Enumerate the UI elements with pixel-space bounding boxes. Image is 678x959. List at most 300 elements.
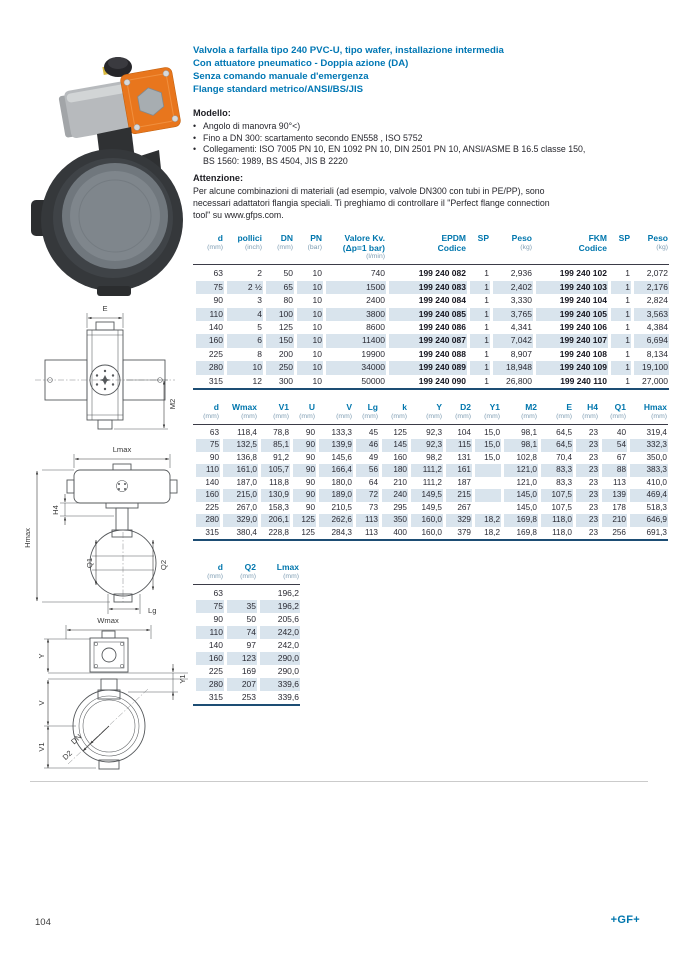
table-cell: 380,4 [220,527,258,541]
table-cell: 160 [193,489,220,502]
table-cell: 65 [263,281,294,294]
table-cell: 160,0 [408,527,443,541]
table-cell: 1 [625,268,630,279]
table-cell: 215 [443,489,472,502]
table-cell: 19900 [361,348,385,359]
table-cell: 73 [368,502,378,512]
table-cell: 207 [224,678,257,691]
table-cell: 107,5 [538,489,573,502]
dim-label-v: V [37,700,46,706]
table-cell: 92,3 [408,439,443,452]
column-header: DN (mm) [263,234,294,265]
table-cell: 98,2 [426,452,442,462]
title-line-1: Valvola a farfalla tipo 240 PVC-U, tipo wafer, installazione intermedia [193,45,504,56]
list-item [193,133,661,145]
table-cell: 2,824 [646,295,668,306]
table-cell: 6,694 [631,334,669,347]
table-cell: 125 [278,322,293,333]
table-cell: 196,2 [257,600,300,613]
table-cell: 2,936 [510,268,532,279]
dim-label-dn: DN [69,732,84,747]
table-cell: 178 [612,502,626,512]
bullet-text: Collegamenti: ISO 7005 PN 10, EN 1092 PN 10, DIN 2501 PN 10, ANSI/ASME B 16.5 classe 150, [203,144,586,155]
table-cell: 2,176 [631,281,669,294]
table-cell: 196,2 [277,587,299,598]
q2-lmax-table [193,563,300,706]
dim-label-wmax: Wmax [97,616,119,625]
column-header: Peso (kg) [631,234,669,265]
table-cell: 4,341 [510,322,532,333]
drawing-front-view [18,615,193,777]
table-row [193,584,300,600]
table-cell: 110 [193,464,220,477]
table-cell: 133,3 [331,427,352,437]
table-cell: 50 [246,613,256,624]
table-cell: 8 [257,348,262,359]
table-cell: 90 [305,452,315,462]
list-item [193,144,661,167]
table-cell: 150 [263,334,294,347]
table-cell: 132,5 [220,439,258,452]
table-cell: 180 [379,464,408,477]
dim-label-y: Y [37,653,46,659]
dim-label-lmax: Lmax [112,445,132,454]
table-cell: 91,2 [273,452,289,462]
table-cell: 1 [608,375,631,389]
drawing-top-view [30,300,180,435]
table-row [193,489,668,502]
table-cell: 23 [588,502,598,512]
table-cell: 280 [193,514,220,527]
table-cell: 1 [467,334,490,347]
table-cell: 64,5 [538,439,573,452]
column-header: Peso (kg) [490,234,533,265]
table-cell: 105,7 [258,464,290,477]
column-header: Lg (mm) [353,403,379,424]
table-cell: 3800 [323,308,386,321]
table-cell: 199 240 109 [533,361,608,374]
table-cell: 63 [209,427,219,437]
table-cell: 90 [290,464,316,477]
column-header: SP [467,234,490,265]
table-cell: 145,0 [516,502,537,512]
table-cell: 10 [294,361,323,374]
table-cell: 12 [224,375,263,389]
table-cell: 113 [353,527,379,541]
table-cell: 180,0 [331,477,352,487]
table-cell: 54 [599,439,627,452]
table-cell: 199 240 105 [533,308,608,321]
table-cell: 92,3 [426,427,442,437]
table-cell: 18,2 [472,527,501,541]
dim-label-d2: D2 [60,748,74,762]
table-row [193,281,669,294]
title-line-3: Senza comando manuale d'emergenza [193,71,369,82]
table-cell: 23 [573,527,599,541]
column-header: U (mm) [290,403,316,424]
column-header: E (mm) [538,403,573,424]
table-cell: 290,0 [277,665,299,676]
table-cell: 72 [353,489,379,502]
table-cell: 262,6 [316,514,353,527]
table-cell: 267 [457,502,471,512]
table-cell: 18,2 [472,514,501,527]
table-cell: 10 [312,295,322,306]
footer-divider [30,781,648,782]
dim-label-lg: Lg [148,606,157,615]
table-cell: 10 [312,348,322,359]
table-cell: 63 [213,268,223,279]
table-cell: 136,8 [236,452,257,462]
table-cell: 90 [213,295,223,306]
table-row [193,691,300,705]
table-cell: 49 [368,452,378,462]
column-header: Wmax (mm) [220,403,258,424]
table-cell: 113 [612,477,626,487]
title-line-4: Flange standard metrico/ANSI/BS/JIS [193,84,364,95]
table-cell: 149,5 [421,502,442,512]
table-cell [472,489,501,502]
table-cell: 118,0 [538,527,573,541]
table-cell: 10 [294,281,323,294]
table-row [193,439,668,452]
table-cell: 5 [257,322,262,333]
table-cell: 2,402 [490,281,533,294]
table-cell: 50 [283,268,293,279]
table-cell: 23 [573,514,599,527]
column-header: d (mm) [193,563,224,584]
table-cell: 149,5 [408,489,443,502]
table-cell: 350 [379,514,408,527]
table-cell: 3 [257,295,262,306]
page-title [193,44,668,96]
table-cell: 339,6 [257,691,300,705]
table-cell: 110 [193,626,224,639]
table-cell: 1 [625,322,630,333]
table-cell: 518,3 [646,502,667,512]
table-cell: 3,563 [631,308,669,321]
table-row [193,424,668,439]
table-cell: 121,0 [516,477,537,487]
table-cell: 139,9 [316,439,353,452]
table-row [193,652,300,665]
table-cell: 199 240 090 [386,375,467,389]
table-cell: 27,000 [631,375,669,389]
table-cell: 18,948 [490,361,533,374]
table-row [193,514,668,527]
table-cell: 199 240 087 [386,334,467,347]
table-cell: 130,9 [258,489,290,502]
table-cell: 280 [193,678,224,691]
table-cell: 1 [467,308,490,321]
table-cell: 210,5 [331,502,352,512]
table-cell: 75 [193,439,220,452]
table-row [193,639,300,652]
table-cell: 1 [608,308,631,321]
table-row [193,477,668,490]
table-cell [224,584,257,600]
column-header: Q1 (mm) [599,403,627,424]
table-cell: 383,3 [627,464,668,477]
table-cell: 332,3 [627,439,668,452]
table-cell: 6 [224,334,263,347]
table-cell: 140 [208,639,223,650]
dimensions-table [193,403,668,541]
table-cell: 300 [263,375,294,389]
table-cell: 339,6 [257,678,300,691]
table-cell: 10 [312,268,322,279]
table-cell: 160 [193,334,224,347]
table-cell: 90 [209,452,219,462]
table-cell [472,477,501,490]
table-cell: 290,0 [257,652,300,665]
table-cell: 23 [573,464,599,477]
table-cell: 23 [573,439,599,452]
column-header: V1 (mm) [258,403,290,424]
table-cell: 160 [393,452,407,462]
bullet-text: Angolo di manovra 90°<) [203,121,301,131]
table-cell: 1 [484,348,489,359]
table-cell: 8,907 [510,348,532,359]
table-cell: 1 [608,281,631,294]
table-cell: 160 [193,652,224,665]
column-header: Q2 (mm) [224,563,257,584]
dim-label-q1: Q1 [85,557,94,569]
table-cell: 189,0 [316,489,353,502]
table-cell: 4,384 [646,322,668,333]
ordering-data-table [193,234,669,390]
table-cell: 199 240 088 [418,348,466,359]
table-cell: 45 [368,427,378,437]
table-cell: 75 [193,281,224,294]
table-cell: 90 [290,489,316,502]
table-cell: 15,0 [484,427,500,437]
column-header: SP [608,234,631,265]
table-cell: 253 [224,691,257,705]
dim-label-e: E [102,304,108,313]
table-cell: 8,134 [646,348,668,359]
table-cell: 199 240 110 [533,375,608,389]
table-cell: 118,8 [269,477,289,487]
table-row [193,502,668,515]
table-cell: 104 [457,427,471,437]
table-cell: 1 [467,361,490,374]
table-cell: 315 [193,375,224,389]
table-cell: 315 [193,527,220,541]
table-cell: 166,4 [316,464,353,477]
table-cell: 98,1 [521,427,537,437]
table-cell: 250 [263,361,294,374]
table-cell: 1 [484,268,489,279]
table-cell: 8600 [366,322,385,333]
table-cell: 199 240 086 [418,322,466,333]
table-cell: 3,765 [490,308,533,321]
table-cell: 210 [599,514,627,527]
table-cell: 225 [208,348,223,359]
table-cell: 63 [213,587,223,598]
table-cell: 10 [294,334,323,347]
table-cell: 40 [616,427,626,437]
table-cell: 691,3 [627,527,668,541]
table-cell: 158,3 [268,502,289,512]
table-cell: 34000 [323,361,386,374]
table-cell: 67 [616,452,626,462]
table-cell: 139 [599,489,627,502]
table-cell: 125 [393,427,407,437]
table-cell: 83,3 [556,477,572,487]
dim-label-h4: H4 [51,505,60,515]
table-row [193,600,300,613]
table-cell: 90 [305,502,315,512]
table-cell: 98,1 [501,439,538,452]
attenzione-text: Per alcune combinazioni di materiali (ad esempio, valvole DN300 con tubi in PE/PP), sono [193,186,545,196]
table-cell: 315 [193,691,224,705]
table-cell: 740 [370,268,385,279]
column-header: Hmax (mm) [627,403,668,424]
column-header: Valore Kv. (Δp=1 bar) (l/min) [323,234,386,265]
table-cell: 145,0 [501,489,538,502]
column-header: d (mm) [193,234,224,265]
column-header: k (mm) [379,403,408,424]
table-cell: 169,8 [501,527,538,541]
table-cell: 242,0 [257,626,300,639]
table-cell: 242,0 [277,639,299,650]
page-number: 104 [35,917,51,928]
table-cell: 56 [353,464,379,477]
table-cell: 110 [193,308,224,321]
attenzione-text: tool" su www.gfps.com. [193,209,284,220]
table-cell: 225 [208,665,223,676]
table-cell: 10 [294,308,323,321]
column-header: PN (bar) [294,234,323,265]
table-cell: 107,5 [551,502,572,512]
table-row [193,321,669,334]
table-cell: 199 240 084 [418,295,466,306]
table-cell: 123 [224,652,257,665]
table-cell: 280 [193,361,224,374]
table-cell: 2 ½ [224,281,263,294]
column-header: D2 (mm) [443,403,472,424]
table-cell: 118,4 [237,427,257,437]
table-cell: 199 240 103 [533,281,608,294]
table-cell: 240 [379,489,408,502]
table-cell: 23 [573,489,599,502]
table-row [193,527,668,541]
gf-logo: +GF+ [610,914,640,926]
column-header: V (mm) [316,403,353,424]
table-cell: 90 [213,613,223,624]
table-cell: 199 240 107 [533,334,608,347]
table-cell: 1 [467,375,490,389]
bullet-text: BS 1560: 1989, BS 4504, JIS B 2220 [203,155,348,166]
table-cell: 15,0 [472,439,501,452]
table-cell [472,464,501,477]
table-cell: 228,8 [258,527,290,541]
column-header: H4 (mm) [573,403,599,424]
table-cell: 85,1 [258,439,290,452]
table-cell: 90 [290,439,316,452]
table-cell: 295 [393,502,407,512]
table-cell: 10 [224,361,263,374]
column-header: Y (mm) [408,403,443,424]
table-cell: 169 [241,665,256,676]
column-header: EPDM Codice [386,234,467,265]
table-cell: 131 [457,452,471,462]
table-cell: 187 [457,477,471,487]
dim-label-q2: Q2 [159,559,168,571]
table-cell: 140 [205,477,219,487]
dim-label-y1: Y1 [178,674,187,684]
table-cell: 410,0 [646,477,667,487]
table-cell: 7,042 [490,334,533,347]
table-cell: 267,0 [236,502,257,512]
header-row [193,403,668,424]
table-cell: 90 [305,427,315,437]
table-cell: 1500 [323,281,386,294]
bullet-icon: • [193,132,197,143]
valve-body [31,149,183,296]
table-cell: 225 [205,502,219,512]
table-row [193,665,300,678]
table-cell: 35 [224,600,257,613]
table-row [193,678,300,691]
table-row [193,626,300,639]
header-row [193,563,300,584]
table-row [193,452,668,465]
table-cell: 199 240 102 [559,268,607,279]
table-cell: 215,0 [220,489,258,502]
table-cell: 145 [379,439,408,452]
table-cell: 75 [193,600,224,613]
list-item [193,121,661,133]
table-row [193,308,669,321]
modello-heading: Modello: [193,108,231,118]
table-cell: 199 240 083 [386,281,467,294]
column-header: M2 (mm) [501,403,538,424]
table-cell: 78,8 [273,427,289,437]
table-cell: 161,0 [220,464,258,477]
table-cell: 64,5 [556,427,572,437]
table-cell: 15,0 [484,452,500,462]
table-row [193,334,669,347]
table-cell: 115 [443,439,472,452]
table-cell: 199 240 082 [418,268,466,279]
bullet-icon: • [193,121,197,131]
table-cell: 113 [353,514,379,527]
column-header: d (mm) [193,403,220,424]
table-cell: 160,0 [408,514,443,527]
table-cell: 23 [588,427,598,437]
table-cell: 284,3 [316,527,353,541]
attenzione-heading: Attenzione: [193,173,244,183]
table-cell: 26,800 [490,375,533,389]
table-cell: 97 [246,639,256,650]
table-cell: 161 [443,464,472,477]
table-cell: 199 240 108 [559,348,607,359]
table-row [193,348,669,361]
table-cell: 64 [368,477,378,487]
table-cell: 1 [625,348,630,359]
table-cell: 2400 [366,295,385,306]
table-cell: 200 [278,348,293,359]
table-cell: 169,8 [501,514,538,527]
table-cell: 10 [294,375,323,389]
table-cell: 205,6 [277,613,299,624]
table-cell: 50000 [323,375,386,389]
table-row [193,294,669,307]
table-cell: 88 [599,464,627,477]
column-header: FKM Codice [533,234,608,265]
